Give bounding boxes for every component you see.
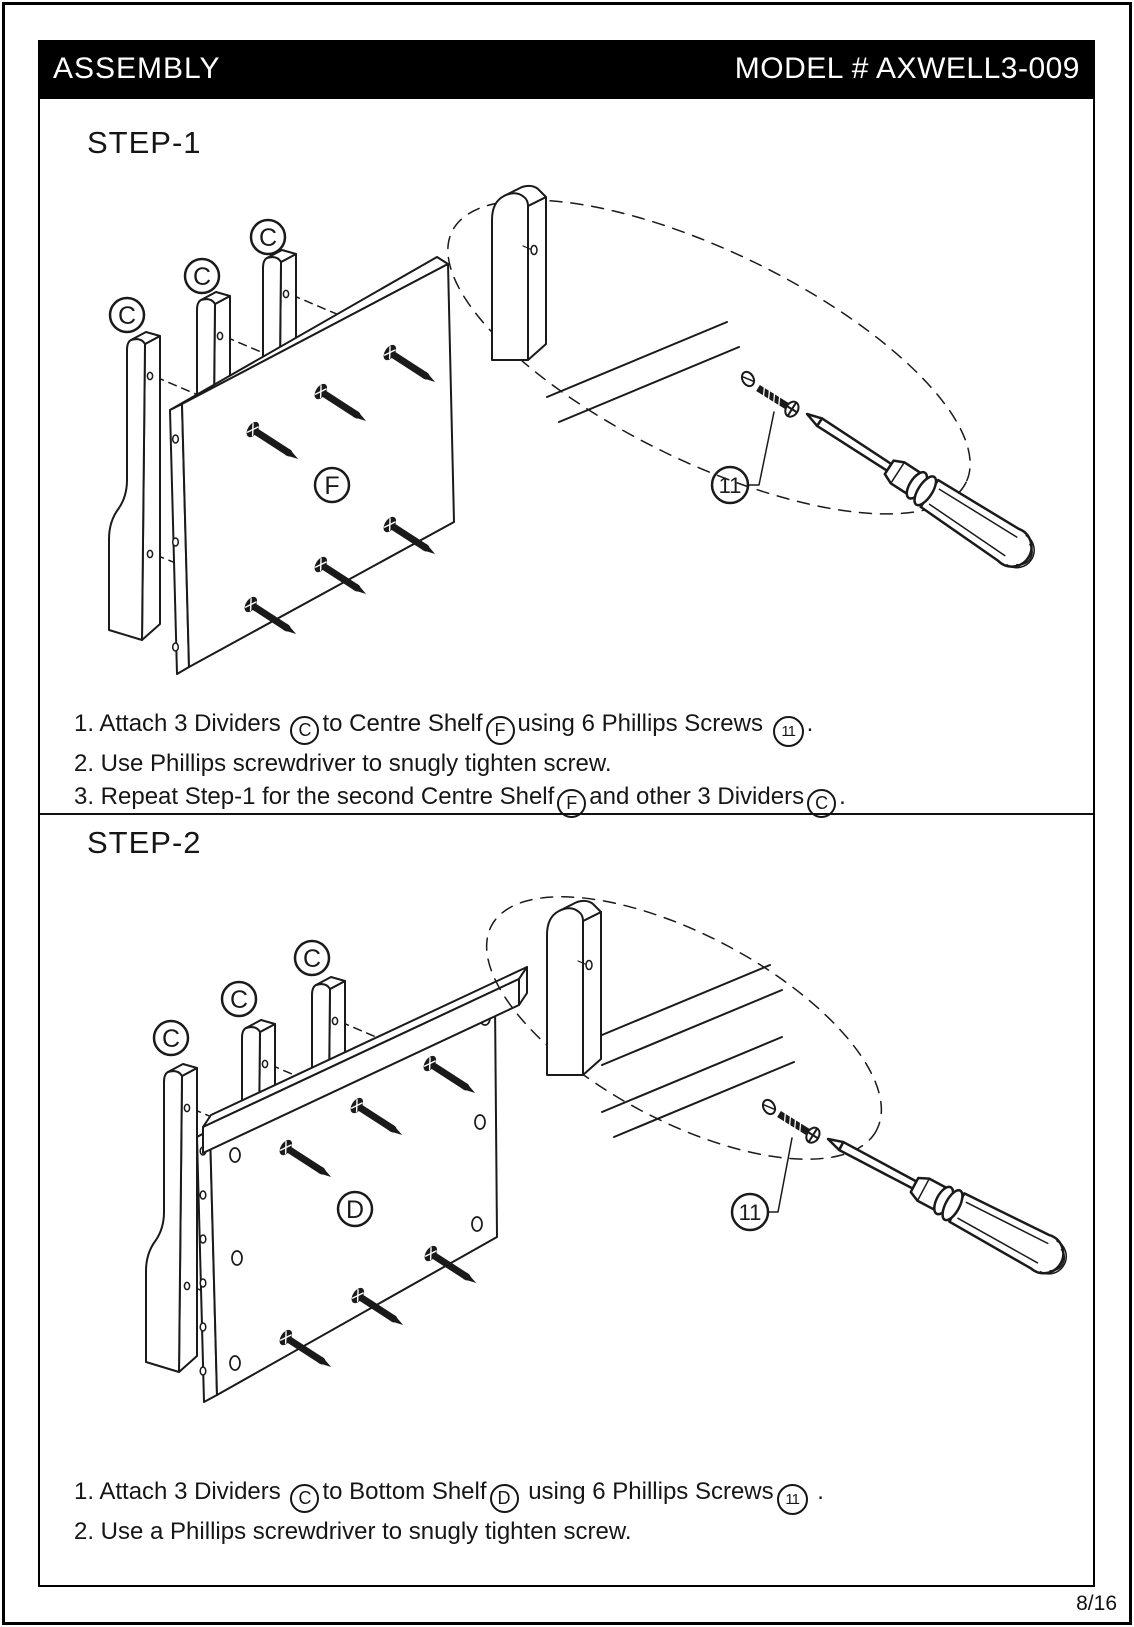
circled-part-label: F <box>486 716 515 745</box>
divider-top-closeup <box>492 186 546 360</box>
header-bar <box>38 40 1095 97</box>
screw-head-ring <box>760 1098 777 1116</box>
circled-part-label: C <box>290 1484 319 1513</box>
step2-diagram <box>40 815 1093 1587</box>
instruction-line: 1. Attach 3 Dividers C to Bottom Shelf D using 6 Phillips Screws 11 . <box>74 1475 824 1515</box>
instruction-line: 2. Use Phillips screwdriver to snugly tighten screw. <box>74 750 612 777</box>
divider-c-1 <box>109 332 160 640</box>
svg-text:C: C <box>192 263 212 291</box>
circled-part-label: D <box>490 1484 519 1513</box>
screw-leader-line <box>768 1138 792 1212</box>
instruction-line: 3. Repeat Step-1 for the second Centre Shelf F and other 3 Dividers C . <box>74 780 846 818</box>
step1-instructions <box>74 707 846 818</box>
instruction-line: 1. Attach 3 Dividers C to Centre Shelf F using 6 Phillips Screws 11 . <box>74 707 846 747</box>
screw-leader-line <box>748 412 774 485</box>
step1-title: STEP-1 <box>87 125 202 160</box>
screw-closeup <box>754 381 801 419</box>
detail-callout <box>406 137 1042 576</box>
divider-c-1 <box>146 1064 197 1372</box>
page-title: ASSEMBLY <box>53 51 221 85</box>
screwdriver <box>819 1122 1073 1282</box>
step1-diagram <box>40 99 1093 813</box>
circled-part-label: 11 <box>773 716 804 747</box>
svg-text:C: C <box>117 302 137 330</box>
instruction-line: 2. Use a Phillips screwdriver to snugly tighten screw. <box>74 1518 632 1545</box>
content-box <box>38 97 1095 1587</box>
circled-part-label: 11 <box>777 1484 808 1515</box>
svg-text:11: 11 <box>738 1200 762 1225</box>
screw-closeup <box>775 1107 822 1145</box>
detail-callout <box>448 844 1073 1282</box>
circled-part-label: C <box>807 789 836 818</box>
step2-title: STEP-2 <box>87 825 202 860</box>
screw-head-ring <box>739 370 756 388</box>
page-number: 8/16 <box>1076 1592 1117 1615</box>
model-number: MODEL # AXWELL3-009 <box>734 51 1080 85</box>
screw-label <box>732 1194 768 1230</box>
svg-text:C: C <box>229 986 249 1014</box>
svg-text:C: C <box>302 945 322 973</box>
svg-text:C: C <box>161 1025 181 1053</box>
circled-part-label: C <box>290 716 319 745</box>
svg-text:D: D <box>345 1196 365 1224</box>
circled-part-label: F <box>557 789 586 818</box>
divider-top-closeup <box>547 901 601 1075</box>
svg-text:F: F <box>324 472 340 500</box>
screwdriver <box>796 398 1042 576</box>
svg-text:C: C <box>258 224 278 252</box>
step2-instructions <box>74 1475 824 1548</box>
svg-text:11: 11 <box>718 473 742 498</box>
